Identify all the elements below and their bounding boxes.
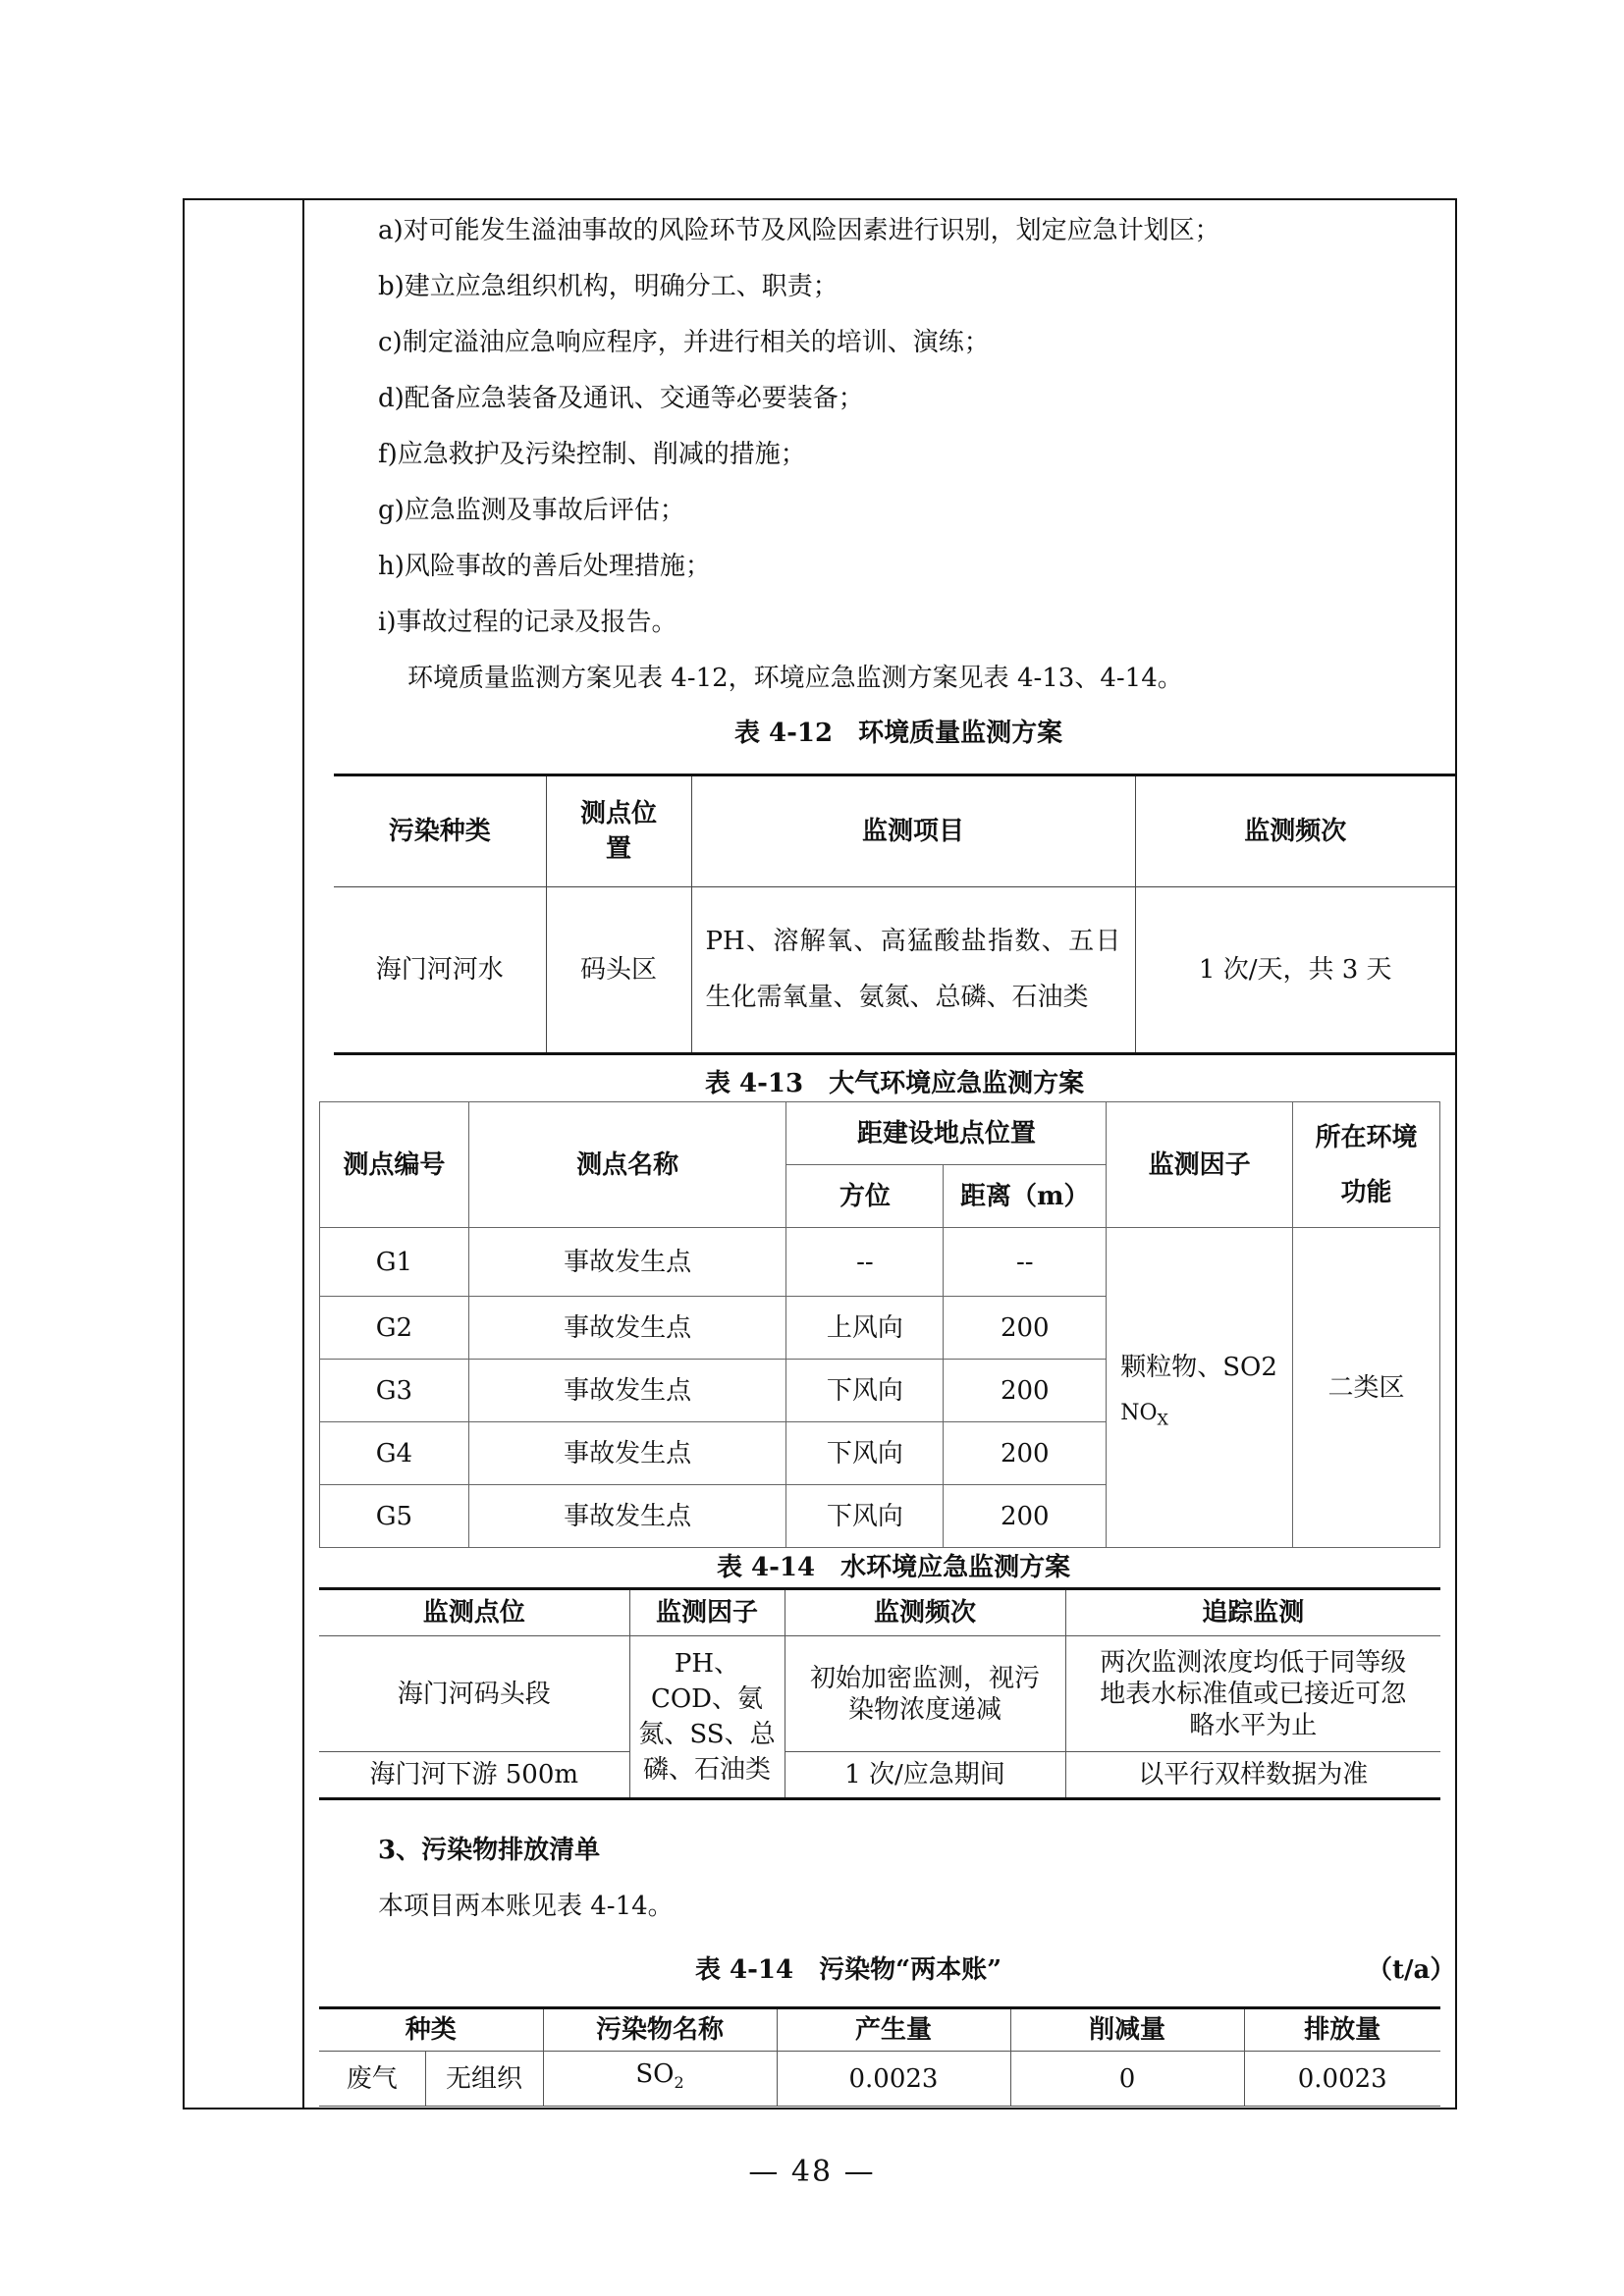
page-number: — 48 —	[748, 2155, 876, 2189]
table-cell-factor	[1107, 1228, 1293, 1548]
list-item: f)应急救护及污染控制、削减的措施；	[378, 440, 806, 469]
table-header: 监测因子	[1107, 1102, 1293, 1228]
list-item: c)制定溢油应急响应程序，并进行相关的培训、演练；	[378, 328, 990, 357]
table-cell: 初始加密监测，视污染物浓度递减	[785, 1636, 1065, 1752]
pollutant-sub: 2	[674, 2073, 684, 2093]
table-cell: 1 次/应急期间	[785, 1752, 1065, 1799]
frame-divider	[302, 198, 304, 2109]
table-cell: 海门河河水	[334, 887, 546, 1054]
table-cell: 下风向	[786, 1360, 944, 1422]
table-header: 测点名称	[468, 1102, 786, 1228]
table-cell-factor: PH、COD、氨氮、SS、总磷、石油类	[629, 1636, 785, 1799]
factor-sub: X	[1157, 1410, 1168, 1429]
table-header: 污染物名称	[543, 2008, 777, 2052]
table-cell	[543, 2052, 777, 2107]
table-row	[319, 1752, 1440, 1799]
table-header: 种类	[319, 2008, 543, 2052]
table-header: 监测频次	[1135, 775, 1455, 887]
table-cell: 海门河下游 500m	[319, 1752, 629, 1799]
table-cell: 事故发生点	[468, 1360, 786, 1422]
table-header: 监测项目	[691, 775, 1135, 887]
table-cell: 0	[1010, 2052, 1244, 2107]
table-cell: 事故发生点	[468, 1228, 786, 1297]
table-header: 产生量	[777, 2008, 1010, 2052]
list-item: b)建立应急组织机构，明确分工、职责；	[378, 272, 839, 301]
section-paragraph: 本项目两本账见表 4-14。	[378, 1892, 674, 1921]
table-414b-unit: （t/a）	[1367, 1955, 1456, 1985]
table-cell: G3	[320, 1360, 469, 1422]
pollutant-name: SO	[635, 2058, 675, 2089]
table-cell: 事故发生点	[468, 1422, 786, 1485]
table-cell: 事故发生点	[468, 1485, 786, 1548]
factor-line-1: 颗粒物、SO2	[1120, 1353, 1277, 1383]
table-414-caption: 表 4-14 水环境应急监测方案	[717, 1553, 1071, 1582]
list-item: g)应急监测及事故后评估；	[378, 496, 685, 525]
table-cell: 两次监测浓度均低于同等级地表水标准值或已接近可忽略水平为止	[1065, 1636, 1440, 1752]
table-cell: 1 次/天，共 3 天	[1135, 887, 1455, 1054]
table-412	[334, 774, 1455, 1055]
table-header: 方位	[786, 1165, 944, 1228]
list-item: i)事故过程的记录及报告。	[378, 608, 677, 637]
table-cell: 废气	[319, 2052, 425, 2107]
intro-paragraph: 环境质量监测方案见表 4-12，环境应急监测方案见表 4-13、4-14。	[407, 664, 1183, 693]
table-cell: 200	[944, 1422, 1107, 1485]
table-cell: 下风向	[786, 1422, 944, 1485]
table-cell: G4	[320, 1422, 469, 1485]
table-header: 监测因子	[629, 1589, 785, 1636]
factor-no: NO	[1120, 1401, 1158, 1426]
table-cell: --	[786, 1228, 944, 1297]
table-cell-function: 二类区	[1293, 1228, 1440, 1548]
table-row	[320, 1228, 1440, 1297]
table-header: 距建设地点位置	[786, 1102, 1107, 1165]
table-header: 测点编号	[320, 1102, 469, 1228]
table-header: 污染种类	[334, 775, 546, 887]
table-header: 测点位置	[546, 775, 691, 887]
table-cell: 上风向	[786, 1297, 944, 1360]
table-cell: 200	[944, 1297, 1107, 1360]
table-header: 削减量	[1010, 2008, 1244, 2052]
table-cell: 码头区	[546, 887, 691, 1054]
table-cell: G5	[320, 1485, 469, 1548]
table-414b-caption: 表 4-14 污染物“两本账”	[695, 1955, 1002, 1985]
table-cell: G2	[320, 1297, 469, 1360]
list-item: h)风险事故的善后处理措施；	[378, 552, 711, 581]
table-cell: 200	[944, 1485, 1107, 1548]
table-row	[319, 1636, 1440, 1752]
list-item: d)配备应急装备及通讯、交通等必要装备；	[378, 384, 864, 413]
table-row	[319, 2052, 1440, 2107]
factor-line-2	[1120, 1397, 1286, 1436]
table-412-caption: 表 4-12 环境质量监测方案	[734, 719, 1063, 748]
table-413	[319, 1101, 1440, 1548]
table-cell: 0.0023	[777, 2052, 1010, 2107]
table-cell: G1	[320, 1228, 469, 1297]
table-413-caption: 表 4-13 大气环境应急监测方案	[705, 1069, 1085, 1098]
table-cell: --	[944, 1228, 1107, 1297]
table-cell: 无组织	[425, 2052, 543, 2107]
table-cell: 以平行双样数据为准	[1065, 1752, 1440, 1799]
table-row	[334, 887, 1455, 1054]
table-cell: PH、溶解氧、高猛酸盐指数、五日生化需氧量、氨氮、总磷、石油类	[691, 887, 1135, 1054]
table-header: 监测点位	[319, 1589, 629, 1636]
table-cell: 200	[944, 1360, 1107, 1422]
table-414b	[319, 2006, 1440, 2107]
table-header: 所在环境功能	[1293, 1102, 1440, 1228]
table-cell: 0.0023	[1244, 2052, 1440, 2107]
table-cell: 事故发生点	[468, 1297, 786, 1360]
table-header: 距离（m）	[944, 1165, 1107, 1228]
table-cell: 海门河码头段	[319, 1636, 629, 1752]
list-item: a)对可能发生溢油事故的风险环节及风险因素进行识别，划定应急计划区；	[378, 216, 1220, 245]
table-header: 追踪监测	[1065, 1589, 1440, 1636]
table-414	[319, 1587, 1440, 1800]
table-header: 监测频次	[785, 1589, 1065, 1636]
table-header: 排放量	[1244, 2008, 1440, 2052]
section-title: 3、污染物排放清单	[378, 1836, 601, 1865]
table-cell: 下风向	[786, 1485, 944, 1548]
